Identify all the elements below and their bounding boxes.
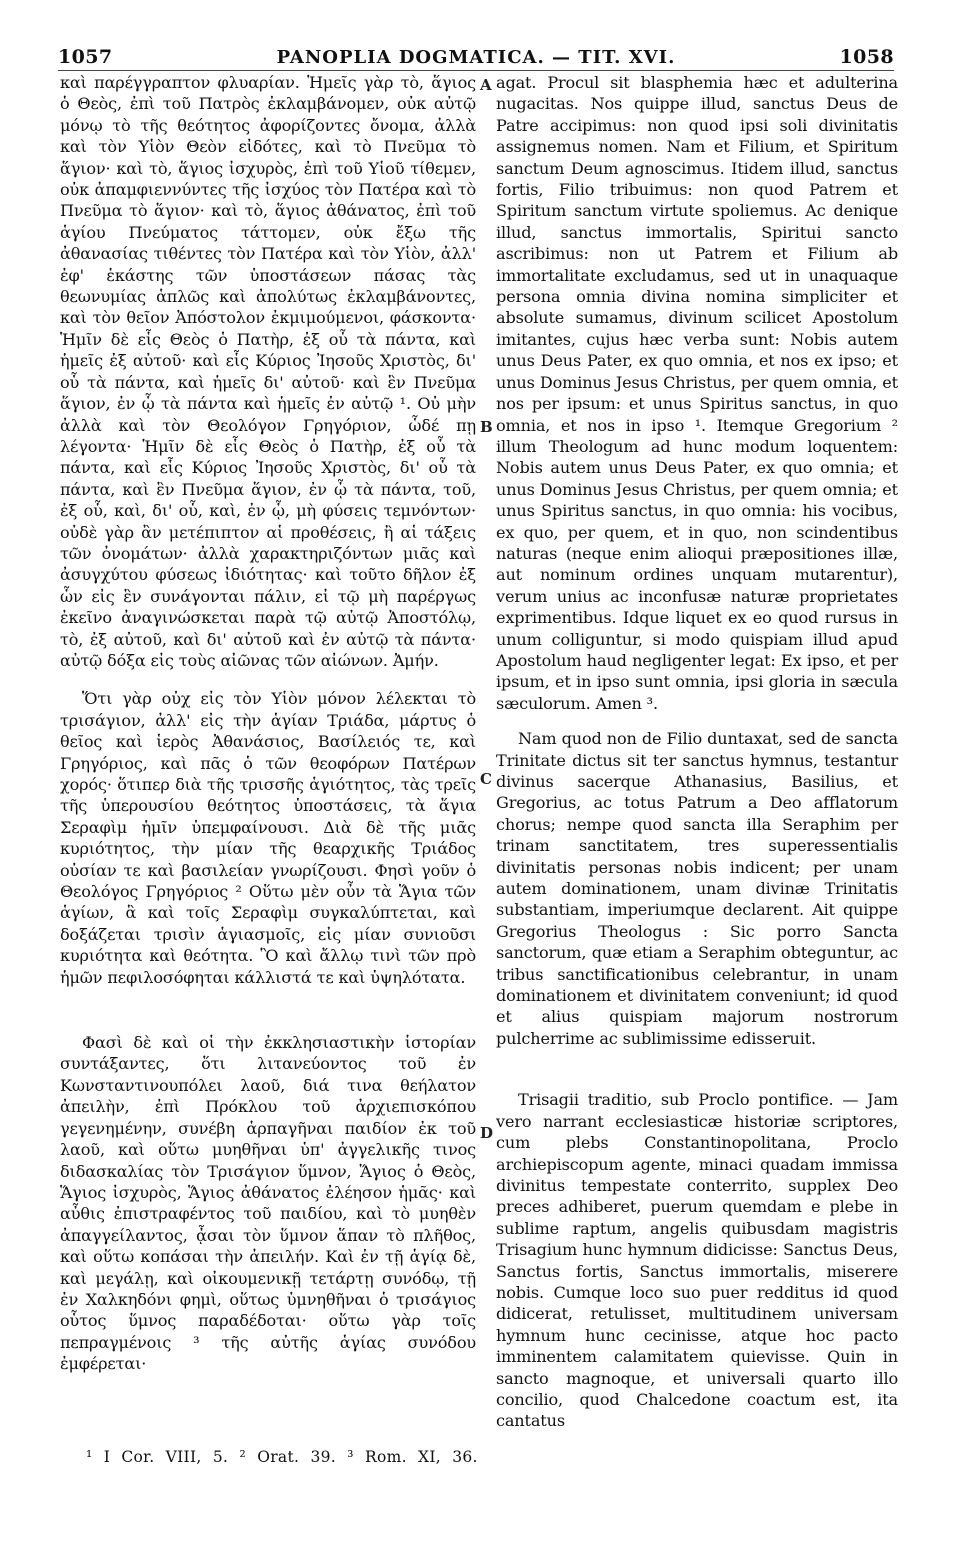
page-header [58,38,894,68]
latin-paragraph-3: Trisagii traditio, sub Proclo pontifice. — Jam vero narrant ecclesiasticæ historiæ scriptores, cum plebs Constantinopolitana, Proclo archiepiscopum agente, minaci quadam immissa divinitus tempestate conterrito, supplex Deo preces adhiberet, puerum quemdam e plebe in sublime raptum, angelis quibusdam magistris Trisagium hunc hymnum didicisse: Sanctus Deus, Sanctus fortis, Sanctus immortalis, miserere nobis. Cumque loco suo puer redditus id quod didicerat, retulisset, multitudinem universam hymnum hunc cecinisse, atque hoc pacto imminentem calamitatem quievisse. Quin in sancto magnoque, et universali quarto illo concilio, quod Chalcedone coactum est, ita cantatus [496,1090,898,1431]
latin-paragraph-1: agat. Procul sit blasphemia hæc et adulterina nugacitas. Nos quippe illud, sanctus Deus de Patre accipimus: non quod ipsi soli divinitatis assignemus nomen. Nam et Filium, et Spiritum sanctum Deum agnoscimus. Itidem illud, sanctus fortis, Filio tribuimus: non quod Patrem et Spiritum sanctum virtute spoliemus. Ac denique illud, sanctus immortalis, Spiritui sancto ascribimus: non ut Patrem et Filium ab immortalitate excludamus, sed ut in unaquaque persona omnia divina nomina simpliciter et absolute sumamus, divinum scilicet Apostolum imitantes, cujus hæc verba sunt: Nobis autem unus Deus Pater, ex quo omnia, et nos ex ipso; et unus Dominus Jesus Christus, per quem omnia, et nos per ipsum: et unus Spiritus sanctus, in quo omnia, et nos in ipso ¹. Itemque Gregorium ² illum Theologum ad hunc modum loquentem: Nobis autem unus Deus Pater, ex quo omnia; et unus Dominus Jesus Christus, per quem omnia; et unus Spiritus sanctus, in quo omnia: his vocibus, ex quo, per quem, et in quo, non scindentibus naturas (neque enim alioqui præpositiones illæ, aut nominum ordines unquam mutarentur), verum unius ac inconfusæ naturæ proprietates exprimentibus. Idque liquet ex eo quod rursus in unum colliguntur, si modo quispiam illud apud Apostolum haud negligenter legat: Ex ipso, et per ipsum, et in ipso sunt omnia, ipsi gloria in sæcula sæculorum. Amen ³. [496,73,898,713]
greek-paragraph-2: Ὅτι γὰρ οὐχ εἰς τὸν Υἱὸν μόνον λέλεκται τὸ τρισάγιον, ἀλλ' εἰς τὴν ἁγίαν Τριάδα, μάρτυς ὁ θεῖος καὶ ἱερὸς Ἀθανάσιος, Βασίλειός τε, καὶ Γρηγόριος, καὶ πᾶς ὁ τῶν θεοφόρων Πατέρων χορός· ὅτιπερ διὰ τῆς τρισσῆς ἁγιότητος, τὰς τρεῖς τῆς ὑπερουσίου θεότητος ὑποστάσεις, τὰ ἅγια Σεραφὶμ ἡμῖν ὑπεμφαίνουσι. Διὰ δὲ τῆς μιᾶς κυριότητος, τὴν μίαν τῆς θεαρχικῆς Τριάδος οὐσίαν τε καὶ βασιλείαν γνωρίζουσι. Φησὶ γοῦν ὁ Θεολόγος Γρηγόριος ² Οὕτω μὲν οὖν τὰ Ἅγια τῶν ἁγίων, ἃ καὶ τοῖς Σεραφὶμ συγκαλύπτεται, καὶ δοξάζεται τρισὶν ἁγιασμοῖς, εἰς μίαν συνιοῦσι κυριότητα καὶ θεότητα. Ὃ καὶ ἄλλῳ τινὶ τῶν πρὸ ἡμῶν πεφιλοσόφηται κάλλιστά τε καὶ ὑψηλότατα. [60,689,476,987]
header-rule [58,70,894,71]
running-title: PANOPLIA DOGMATICA. — TIT. XVI. [276,47,676,68]
greek-column [60,72,476,1375]
right-page-number: 1058 [839,46,894,68]
latin-column [496,72,898,1432]
margin-marker-a: A [480,76,492,94]
margin-marker-c: C [480,770,492,788]
margin-marker-b: B [480,418,493,436]
greek-paragraph-3: Φασὶ δὲ καὶ οἱ τὴν ἐκκλησιαστικὴν ἱστορίαν συντάξαντες, ὅτι λιτανεύοντος τοῦ ἐν Κωνσταντινουπόλει λαοῦ, διά τινα θεήλατον ἀπειλὴν, ἐπὶ Πρόκλου τοῦ ἀρχιεπισκόπου γεγενημένην, συνέβη ἁρπαγῆναι παιδίον ἐκ τοῦ λαοῦ, καὶ οὕτω μυηθῆναι ὑπ' ἀγγελικῆς τινος διδασκαλίας τὸν Τρισάγιον ὕμνον, Ἅγιος ὁ Θεὸς, Ἅγιος ἰσχυρὸς, Ἅγιος ἀθάνατος ἐλέησον ἡμᾶς· καὶ αὖθις ἐπιστραφέντος τοῦ παιδίου, καὶ τὸ μυηθὲν ἀπαγγείλαντος, ᾆσαι τὸν ὕμνον ἅπαν τὸ πλῆθος, καὶ οὕτω κοπάσαι τὴν ἀπειλήν. Καὶ ἐν τῇ ἁγίᾳ δὲ, καὶ μεγάλῃ, καὶ οἰκουμενικῇ τετάρτῃ συνόδῳ, τῇ ἐν Χαλκηδόνι φημὶ, οὕτως ὑμνηθῆναι ὁ τρισάγιος οὗτος ὕμνος παραδέδοται· οὕτω γὰρ τοῖς πεπραγμένοις ³ τῆς αὐτῆς ἁγίας συνόδου ἐμφέρεται· [60,1033,476,1374]
left-page-number: 1057 [58,46,113,68]
margin-marker-d: D [480,1124,494,1142]
greek-paragraph-1: καὶ παρέγγραπτον φλυαρίαν. Ἡμεῖς γὰρ τὸ, ἅγιος ὁ Θεὸς, ἐπὶ τοῦ Πατρὸς ἐκλαμβάνομεν, οὐκ αὐτῷ μόνῳ τὸ τῆς θεότητος ἀφορίζοντες ὄνομα, ἀλλὰ καὶ τὸν Υἱὸν Θεὸν εἰδότες, καὶ τὸ Πνεῦμα τὸ ἅγιον· καὶ τὸ, ἅγιος ἰσχυρὸς, ἐπὶ τοῦ Υἱοῦ τίθεμεν, οὐκ ἀπαμφιεννύντες τῆς ἰσχύος τὸν Πατέρα καὶ τὸ Πνεῦμα τὸ ἅγιον· καὶ τὸ, ἅγιος ἀθάνατος, ἐπὶ τοῦ ἁγίου Πνεύματος τάττομεν, οὐκ ἔξω τῆς ἀθανασίας τιθέντες τὸν Πατέρα καὶ τὸν Υἱὸν, ἀλλ' ἐφ' ἑκάστης τῶν ὑποστάσεων πάσας τὰς θεωνυμίας ἁπλῶς καὶ ἀπολύτως ἐκλαμβάνοντες, καὶ τὸν θεῖον Ἀπόστολον ἐκμιμούμενοι, φάσκοντα· Ἡμῖν δὲ εἷς Θεὸς ὁ Πατὴρ, ἐξ οὗ τὰ πάντα, καὶ ἡμεῖς ἐξ αὐτοῦ· καὶ εἷς Κύριος Ἰησοῦς Χριστὸς, δι' οὗ τὰ πάντα, καὶ ἡμεῖς δι' αὐτοῦ· καὶ ἓν Πνεῦμα ἅγιον, ἐν ᾧ τὰ πάντα καὶ ἡμεῖς ἐν αὐτῷ ¹. Οὐ μὴν ἀλλὰ καὶ τὸν Θεολόγον Γρηγόριον, ὧδέ πῃ λέγοντα· Ἡμῖν δὲ εἷς Θεὸς ὁ Πατὴρ, ἐξ οὗ τὰ πάντα, καὶ εἷς Κύριος Ἰησοῦς Χριστὸς, δι' οὗ τὰ πάντα, καὶ ἓν Πνεῦμα ἅγιον, ἐν ᾧ τὰ πάντα, τοῦ, ἐξ οὗ, καὶ, δι' οὗ, καὶ, ἐν ᾧ, μὴ φύσεις τεμνόντων· οὐδὲ γὰρ ἂν μετέπιπτον αἱ προθέσεις, ἢ αἱ τάξεις τῶν ὀνομάτων· ἀλλὰ χαρακτηριζόντων μιᾶς καὶ ἀσυγχύτου φύσεως ἰδιότητας· καὶ τοῦτο δῆλον ἐξ ὧν εἰς ἓν συνάγονται πάλιν, εἰ τῷ μὴ παρέργως ἐκεῖνο ἀναγινώσκεται παρὰ τῷ αὐτῷ Ἀποστόλῳ, τὸ, ἐξ αὐτοῦ, καὶ δι' αὐτοῦ καὶ ἐν αὐτῷ τὰ πάντα· αὐτῷ δόξα εἰς τοὺς αἰῶνας τῶν αἰώνων. Ἀμήν. [60,73,476,670]
footnotes: ¹ I Cor. VIII, 5. ² Orat. 39. ³ Rom. XI, 36. [86,1448,478,1466]
latin-paragraph-2: Nam quod non de Filio duntaxat, sed de sancta Trinitate dictus sit ter sanctus hymnus, testantur divinus sacerque Athanasius, Basilius, et Gregorius, ac totus Patrum a Deo afflatorum chorus; nempe quod sancta illa Seraphim per trinam sanctitatem, tres superessentialis divinitatis personas nobis indicent; per unam autem dominationem, unam divinæ Trinitatis substantiam, imperiumque declarent. Ait quippe Gregorius Theologus : Sic porro Sancta sanctorum, quæ etiam a Seraphim obteguntur, ac tribus sanctificationibus celebrantur, in unam dominationem et divinitatem conveniunt; id quod et alius quispiam majorum nostrorum pulcherrime ac sublimissime edisseruit. [496,729,898,1048]
